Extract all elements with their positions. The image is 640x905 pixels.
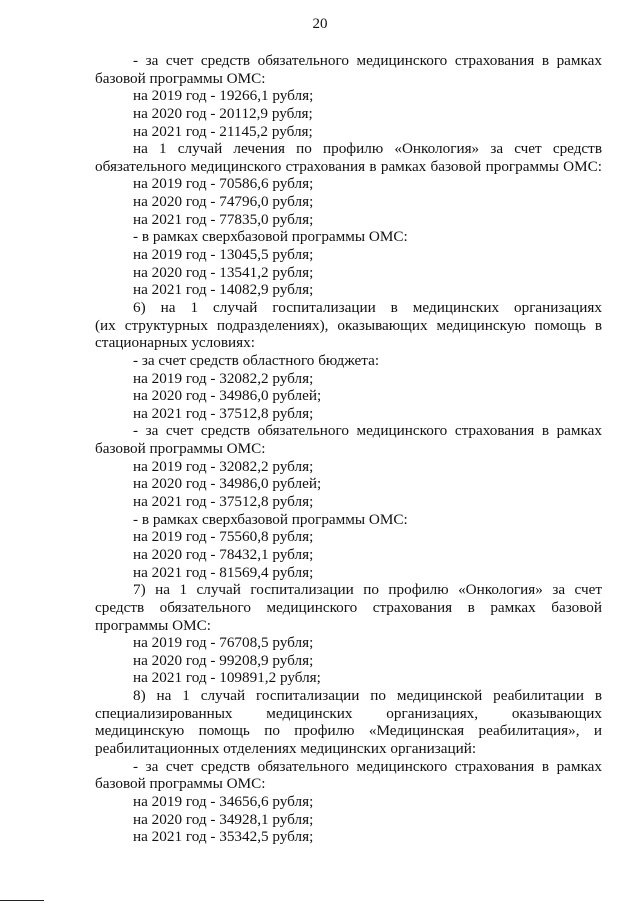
document-body (95, 52, 602, 846)
text-line: 7) на 1 случай госпитализации по профилю «Онкология» за счет (133, 581, 602, 599)
text-line: - за счет средств областного бюджета: (133, 351, 380, 369)
text-line: на 2019 год - 75560,8 рубля; (133, 528, 314, 546)
text-line: (их структурных подразделениях), оказывающих медицинскую помощь в (95, 316, 602, 334)
text-line: на 2019 год - 32082,2 рубля; (133, 369, 314, 387)
text-line: на 2020 год - 20112,9 рубля; (133, 104, 313, 122)
text-line: на 2021 год - 37512,8 рубля; (133, 404, 314, 422)
text-line: базовой программы ОМС: (95, 440, 266, 458)
text-line: - в рамках сверхбазовой программы ОМС: (133, 510, 408, 528)
text-line: базовой программы ОМС: (95, 775, 266, 793)
text-line: 8) на 1 случай госпитализации по медицинской реабилитации в (133, 687, 602, 705)
text-line: на 2021 год - 109891,2 рубля; (133, 669, 321, 687)
text-line: медицинскую помощь по профилю «Медицинская реабилитация», и (95, 722, 602, 740)
text-line: на 2021 год - 35342,5 рубля; (133, 828, 314, 846)
text-line: программы ОМС: (95, 616, 211, 634)
text-line: на 2021 год - 21145,2 рубля; (133, 122, 313, 140)
text-line: на 2020 год - 34928,1 рубля; (133, 810, 314, 828)
text-line: на 2020 год - 34986,0 рублей; (133, 475, 322, 493)
text-line: 6) на 1 случай госпитализации в медицинских организациях (133, 298, 602, 316)
text-line: на 1 случай лечения по профилю «Онкология» за счет средств (133, 140, 602, 158)
text-line: на 2020 год - 78432,1 рубля; (133, 545, 314, 563)
text-line: на 2021 год - 81569,4 рубля; (133, 563, 314, 581)
text-line: на 2019 год - 32082,2 рубля; (133, 457, 314, 475)
text-line: на 2019 год - 13045,5 рубля; (133, 246, 314, 264)
page-corner-mark (0, 900, 44, 901)
text-line: - за счет средств обязательного медицинского страхования в рамках (133, 422, 602, 440)
page-number: 20 (312, 16, 328, 32)
text-line: на 2020 год - 13541,2 рубля; (133, 263, 314, 281)
text-line: - в рамках сверхбазовой программы ОМС: (133, 228, 408, 246)
text-line: на 2021 год - 77835,0 рубля; (133, 210, 314, 228)
text-line: на 2020 год - 74796,0 рубля; (133, 193, 314, 211)
text-line: на 2021 год - 14082,9 рубля; (133, 281, 314, 299)
text-line: на 2021 год - 37512,8 рубля; (133, 493, 314, 511)
text-line: на 2020 год - 99208,9 рубля; (133, 651, 314, 669)
text-line: специализированных медицинских организациях, оказывающих (95, 704, 602, 722)
text-line: на 2019 год - 19266,1 рубля; (133, 87, 314, 105)
text-line: обязательного медицинского страхования в рамках базовой программы ОМС: (95, 157, 602, 175)
text-line: базовой программы ОМС: (95, 69, 266, 87)
text-line: на 2019 год - 34656,6 рубля; (133, 792, 314, 810)
text-line: стационарных условиях: (95, 334, 255, 352)
text-line: - за счет средств обязательного медицинского страхования в рамках (133, 52, 602, 69)
text-line: на 2019 год - 76708,5 рубля; (133, 634, 314, 652)
text-line: на 2020 год - 34986,0 рублей; (133, 387, 322, 405)
text-line: реабилитационных отделениях медицинских организаций: (95, 739, 477, 757)
text-line: средств обязательного медицинского страхования в рамках базовой (95, 598, 602, 616)
text-line: на 2019 год - 70586,6 рубля; (133, 175, 314, 193)
text-line: - за счет средств обязательного медицинского страхования в рамках (133, 757, 602, 775)
